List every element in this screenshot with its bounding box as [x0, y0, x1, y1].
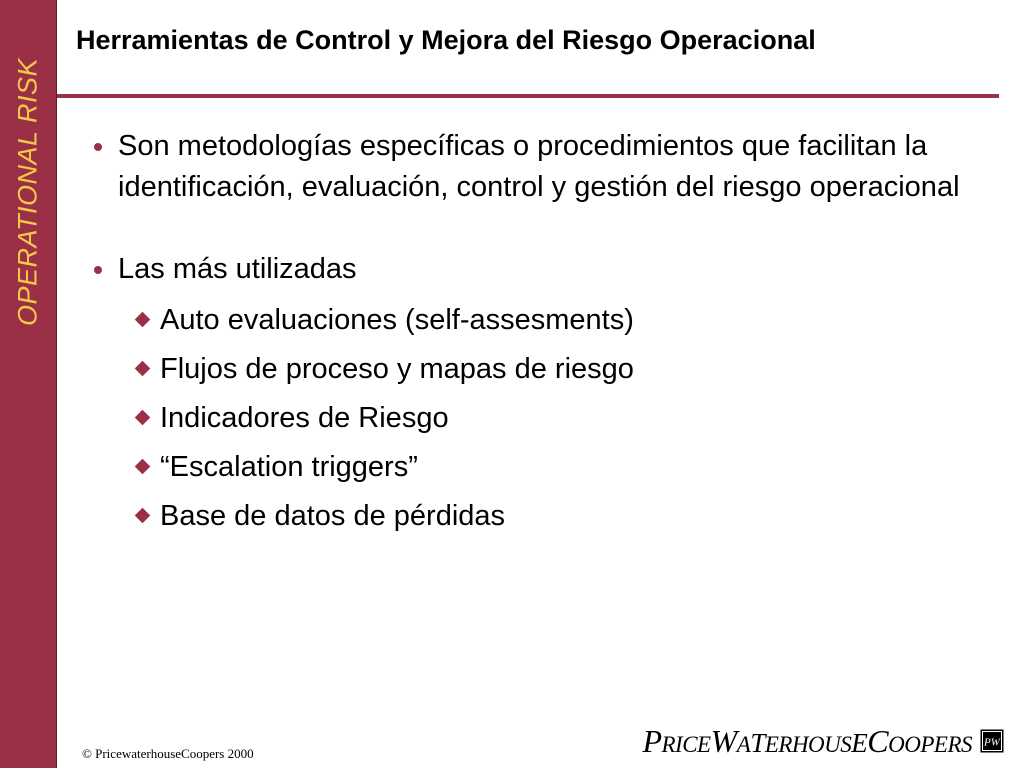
logo-seal-icon: [980, 729, 1004, 753]
bullet-text: Son metodologías específicas o procedimientos que facilitan la identificación, evaluación, control y gestión del riesgo operacional: [118, 130, 960, 203]
svg-text:PW: PW: [984, 736, 1000, 749]
bullet-item: [88, 126, 968, 208]
side-label: OPERATIONAL RISK: [12, 57, 43, 327]
diamond-bullet-icon: [135, 508, 151, 524]
sub-bullet-item: [88, 443, 968, 492]
diamond-bullet-icon: [135, 410, 151, 426]
title-divider: [57, 94, 999, 98]
diamond-bullet-icon: [135, 312, 151, 328]
sub-bullet-item: [88, 345, 968, 394]
sub-bullet-item: [88, 492, 968, 541]
side-band: [0, 0, 57, 768]
sub-bullet-item: [88, 296, 968, 345]
diamond-bullet-icon: [135, 361, 151, 377]
bullet-item: [88, 249, 968, 290]
sub-bullet-list: [88, 296, 968, 541]
round-bullet-icon: [94, 143, 102, 151]
sub-bullet-text: Indicadores de Riesgo: [160, 402, 449, 434]
sub-bullet-text: Auto evaluaciones (self-assesments): [160, 304, 634, 336]
slide-title: Herramientas de Control y Mejora del Riesgo Operacional: [76, 25, 816, 55]
company-logo: [642, 722, 1004, 760]
slide-content: [88, 126, 968, 541]
sub-bullet-text: “Escalation triggers”: [160, 451, 418, 483]
diamond-bullet-icon: [135, 459, 151, 475]
sub-bullet-item: [88, 394, 968, 443]
round-bullet-icon: [94, 266, 102, 274]
sub-bullet-text: Base de datos de pérdidas: [160, 500, 506, 532]
sub-bullet-text: Flujos de proceso y mapas de riesgo: [160, 353, 634, 385]
copyright-footer: © PricewaterhouseCoopers 2000: [82, 746, 254, 761]
bullet-text: Las más utilizadas: [118, 253, 357, 285]
logo-wordmark: PRICEWATERHOUSECOOPERS: [642, 722, 972, 759]
